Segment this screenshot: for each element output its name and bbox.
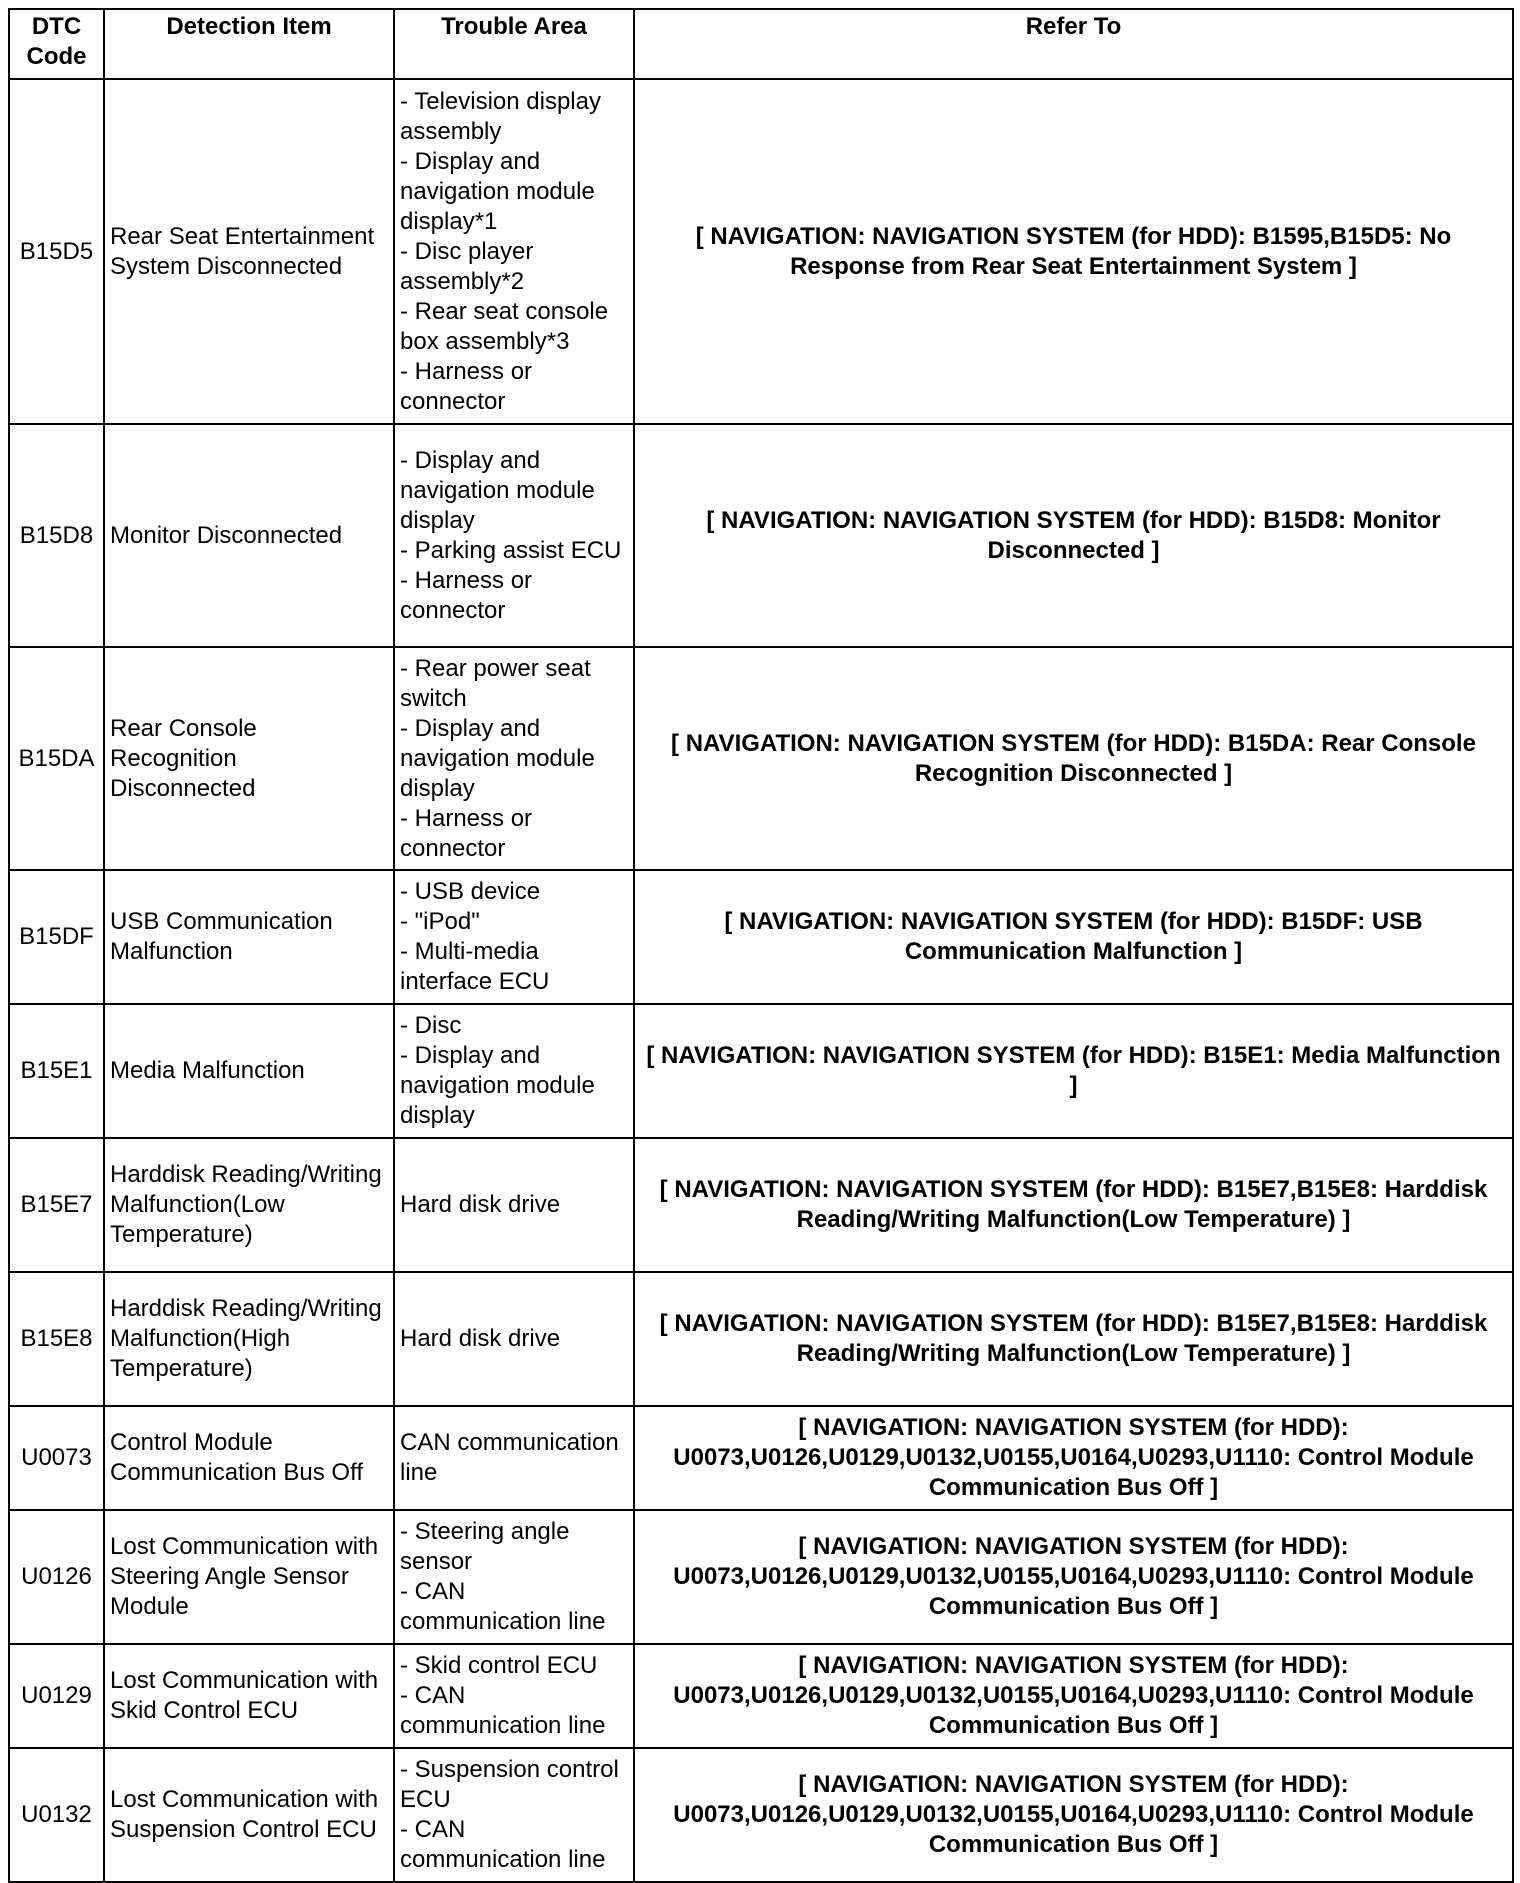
- trouble-area-line: - CAN communication line: [400, 1816, 606, 1873]
- trouble-area-line: - "iPod": [400, 908, 480, 935]
- dtc-code: U0129: [9, 1644, 104, 1748]
- table-row: [9, 79, 1513, 424]
- detection-item: Lost Communication with Skid Control ECU: [104, 1644, 394, 1748]
- trouble-area-line: - Disc player assembly*2: [400, 237, 534, 295]
- header-dtc-code-line2: Code: [26, 43, 87, 70]
- trouble-area: [394, 424, 634, 647]
- dtc-table: [8, 8, 1514, 1883]
- trouble-area-line: Hard disk drive: [400, 1191, 561, 1218]
- header-dtc-code-line1: DTC: [31, 13, 82, 40]
- trouble-area-line: - Harness or connector: [400, 804, 533, 862]
- trouble-area-line: - Display and navigation module display*1: [400, 147, 595, 235]
- detection-item: Media Malfunction: [104, 1004, 394, 1138]
- trouble-area-line: - Rear power seat switch: [400, 654, 591, 712]
- trouble-area: [394, 870, 634, 1004]
- detection-item: Rear Seat Entertainment System Disconnected: [104, 79, 394, 424]
- dtc-code: B15D8: [9, 424, 104, 647]
- dtc-code: B15E1: [9, 1004, 104, 1138]
- refer-to-link[interactable]: [ NAVIGATION: NAVIGATION SYSTEM (for HDD): U0073,U0126,U0129,U0132,U0155,U0164,U0293,U1110: Control Module Communication Bus Off ]: [634, 1644, 1513, 1748]
- dtc-code: B15DF: [9, 870, 104, 1004]
- table-row: [9, 1406, 1513, 1510]
- table-row: [9, 1748, 1513, 1882]
- trouble-area: [394, 1138, 634, 1272]
- refer-to-link[interactable]: [ NAVIGATION: NAVIGATION SYSTEM (for HDD): B15E7,B15E8: Harddisk Reading/Writing Malfunction(Low Temperature) ]: [634, 1272, 1513, 1406]
- trouble-area: [394, 1644, 634, 1748]
- detection-item: Monitor Disconnected: [104, 424, 394, 647]
- dtc-code: U0132: [9, 1748, 104, 1882]
- dtc-code: B15E8: [9, 1272, 104, 1406]
- dtc-code: U0126: [9, 1510, 104, 1644]
- trouble-area-line: - Disc: [400, 1012, 462, 1039]
- trouble-area-line: - Multi-media interface ECU: [400, 938, 550, 995]
- trouble-area-line: - USB device: [400, 878, 541, 905]
- table-row: [9, 647, 1513, 870]
- detection-item: Control Module Communication Bus Off: [104, 1406, 394, 1510]
- trouble-area-line: - Harness or connector: [400, 566, 533, 624]
- table-row: [9, 1510, 1513, 1644]
- refer-to-link[interactable]: [ NAVIGATION: NAVIGATION SYSTEM (for HDD): B15DF: USB Communication Malfunction ]: [634, 870, 1513, 1004]
- header-dtc-code: [9, 9, 104, 79]
- trouble-area: [394, 1748, 634, 1882]
- trouble-area-line: - Television display assembly: [400, 87, 601, 145]
- detection-item: Harddisk Reading/Writing Malfunction(High Temperature): [104, 1272, 394, 1406]
- dtc-code: B15E7: [9, 1138, 104, 1272]
- trouble-area: [394, 1004, 634, 1138]
- refer-to-link[interactable]: [ NAVIGATION: NAVIGATION SYSTEM (for HDD): U0073,U0126,U0129,U0132,U0155,U0164,U0293,U1110: Control Module Communication Bus Off ]: [634, 1406, 1513, 1510]
- trouble-area: [394, 1272, 634, 1406]
- trouble-area-line: - CAN communication line: [400, 1578, 606, 1635]
- trouble-area-line: - Parking assist ECU: [400, 536, 622, 564]
- detection-item: USB Communication Malfunction: [104, 870, 394, 1004]
- detection-item: Rear Console Recognition Disconnected: [104, 647, 394, 870]
- refer-to-link[interactable]: [ NAVIGATION: NAVIGATION SYSTEM (for HDD): B1595,B15D5: No Response from Rear Seat Entertainment System ]: [634, 79, 1513, 424]
- dtc-code: B15D5: [9, 79, 104, 424]
- detection-item: Lost Communication with Steering Angle Sensor Module: [104, 1510, 394, 1644]
- table-row: [9, 1004, 1513, 1138]
- trouble-area-line: - CAN communication line: [400, 1682, 606, 1739]
- refer-to-link[interactable]: [ NAVIGATION: NAVIGATION SYSTEM (for HDD): U0073,U0126,U0129,U0132,U0155,U0164,U0293,U1110: Control Module Communication Bus Off ]: [634, 1748, 1513, 1882]
- trouble-area: [394, 1510, 634, 1644]
- trouble-area-line: - Suspension control ECU: [400, 1756, 619, 1813]
- trouble-area-line: - Display and navigation module display: [400, 1042, 595, 1129]
- header-refer-to: Refer To: [634, 9, 1513, 79]
- refer-to-link[interactable]: [ NAVIGATION: NAVIGATION SYSTEM (for HDD): B15E7,B15E8: Harddisk Reading/Writing Malfunction(Low Temperature) ]: [634, 1138, 1513, 1272]
- trouble-area-line: - Display and navigation module display: [400, 714, 595, 802]
- trouble-area: [394, 1406, 634, 1510]
- table-row: [9, 1138, 1513, 1272]
- trouble-area-line: - Steering angle sensor: [400, 1518, 570, 1575]
- trouble-area-line: - Rear seat console box assembly*3: [400, 297, 609, 355]
- refer-to-link[interactable]: [ NAVIGATION: NAVIGATION SYSTEM (for HDD): U0073,U0126,U0129,U0132,U0155,U0164,U0293,U1110: Control Module Communication Bus Off ]: [634, 1510, 1513, 1644]
- header-detection-item: Detection Item: [104, 9, 394, 79]
- trouble-area-line: - Skid control ECU: [400, 1652, 598, 1679]
- trouble-area: [394, 79, 634, 424]
- refer-to-link[interactable]: [ NAVIGATION: NAVIGATION SYSTEM (for HDD): B15D8: Monitor Disconnected ]: [634, 424, 1513, 647]
- detection-item: Lost Communication with Suspension Control ECU: [104, 1748, 394, 1882]
- table-row: [9, 1272, 1513, 1406]
- table-header-row: [9, 9, 1513, 79]
- table-row: [9, 1644, 1513, 1748]
- table-row: [9, 424, 1513, 647]
- refer-to-link[interactable]: [ NAVIGATION: NAVIGATION SYSTEM (for HDD): B15E1: Media Malfunction ]: [634, 1004, 1513, 1138]
- dtc-code: U0073: [9, 1406, 104, 1510]
- trouble-area: [394, 647, 634, 870]
- dtc-code: B15DA: [9, 647, 104, 870]
- table-row: [9, 870, 1513, 1004]
- trouble-area-line: Hard disk drive: [400, 1325, 561, 1352]
- refer-to-link[interactable]: [ NAVIGATION: NAVIGATION SYSTEM (for HDD): B15DA: Rear Console Recognition Disconnected ]: [634, 647, 1513, 870]
- trouble-area-line: - Harness or connector: [400, 357, 533, 415]
- detection-item: Harddisk Reading/Writing Malfunction(Low Temperature): [104, 1138, 394, 1272]
- trouble-area-line: - Display and navigation module display: [400, 446, 595, 534]
- header-trouble-area: Trouble Area: [394, 9, 634, 79]
- trouble-area-line: CAN communication line: [400, 1429, 619, 1486]
